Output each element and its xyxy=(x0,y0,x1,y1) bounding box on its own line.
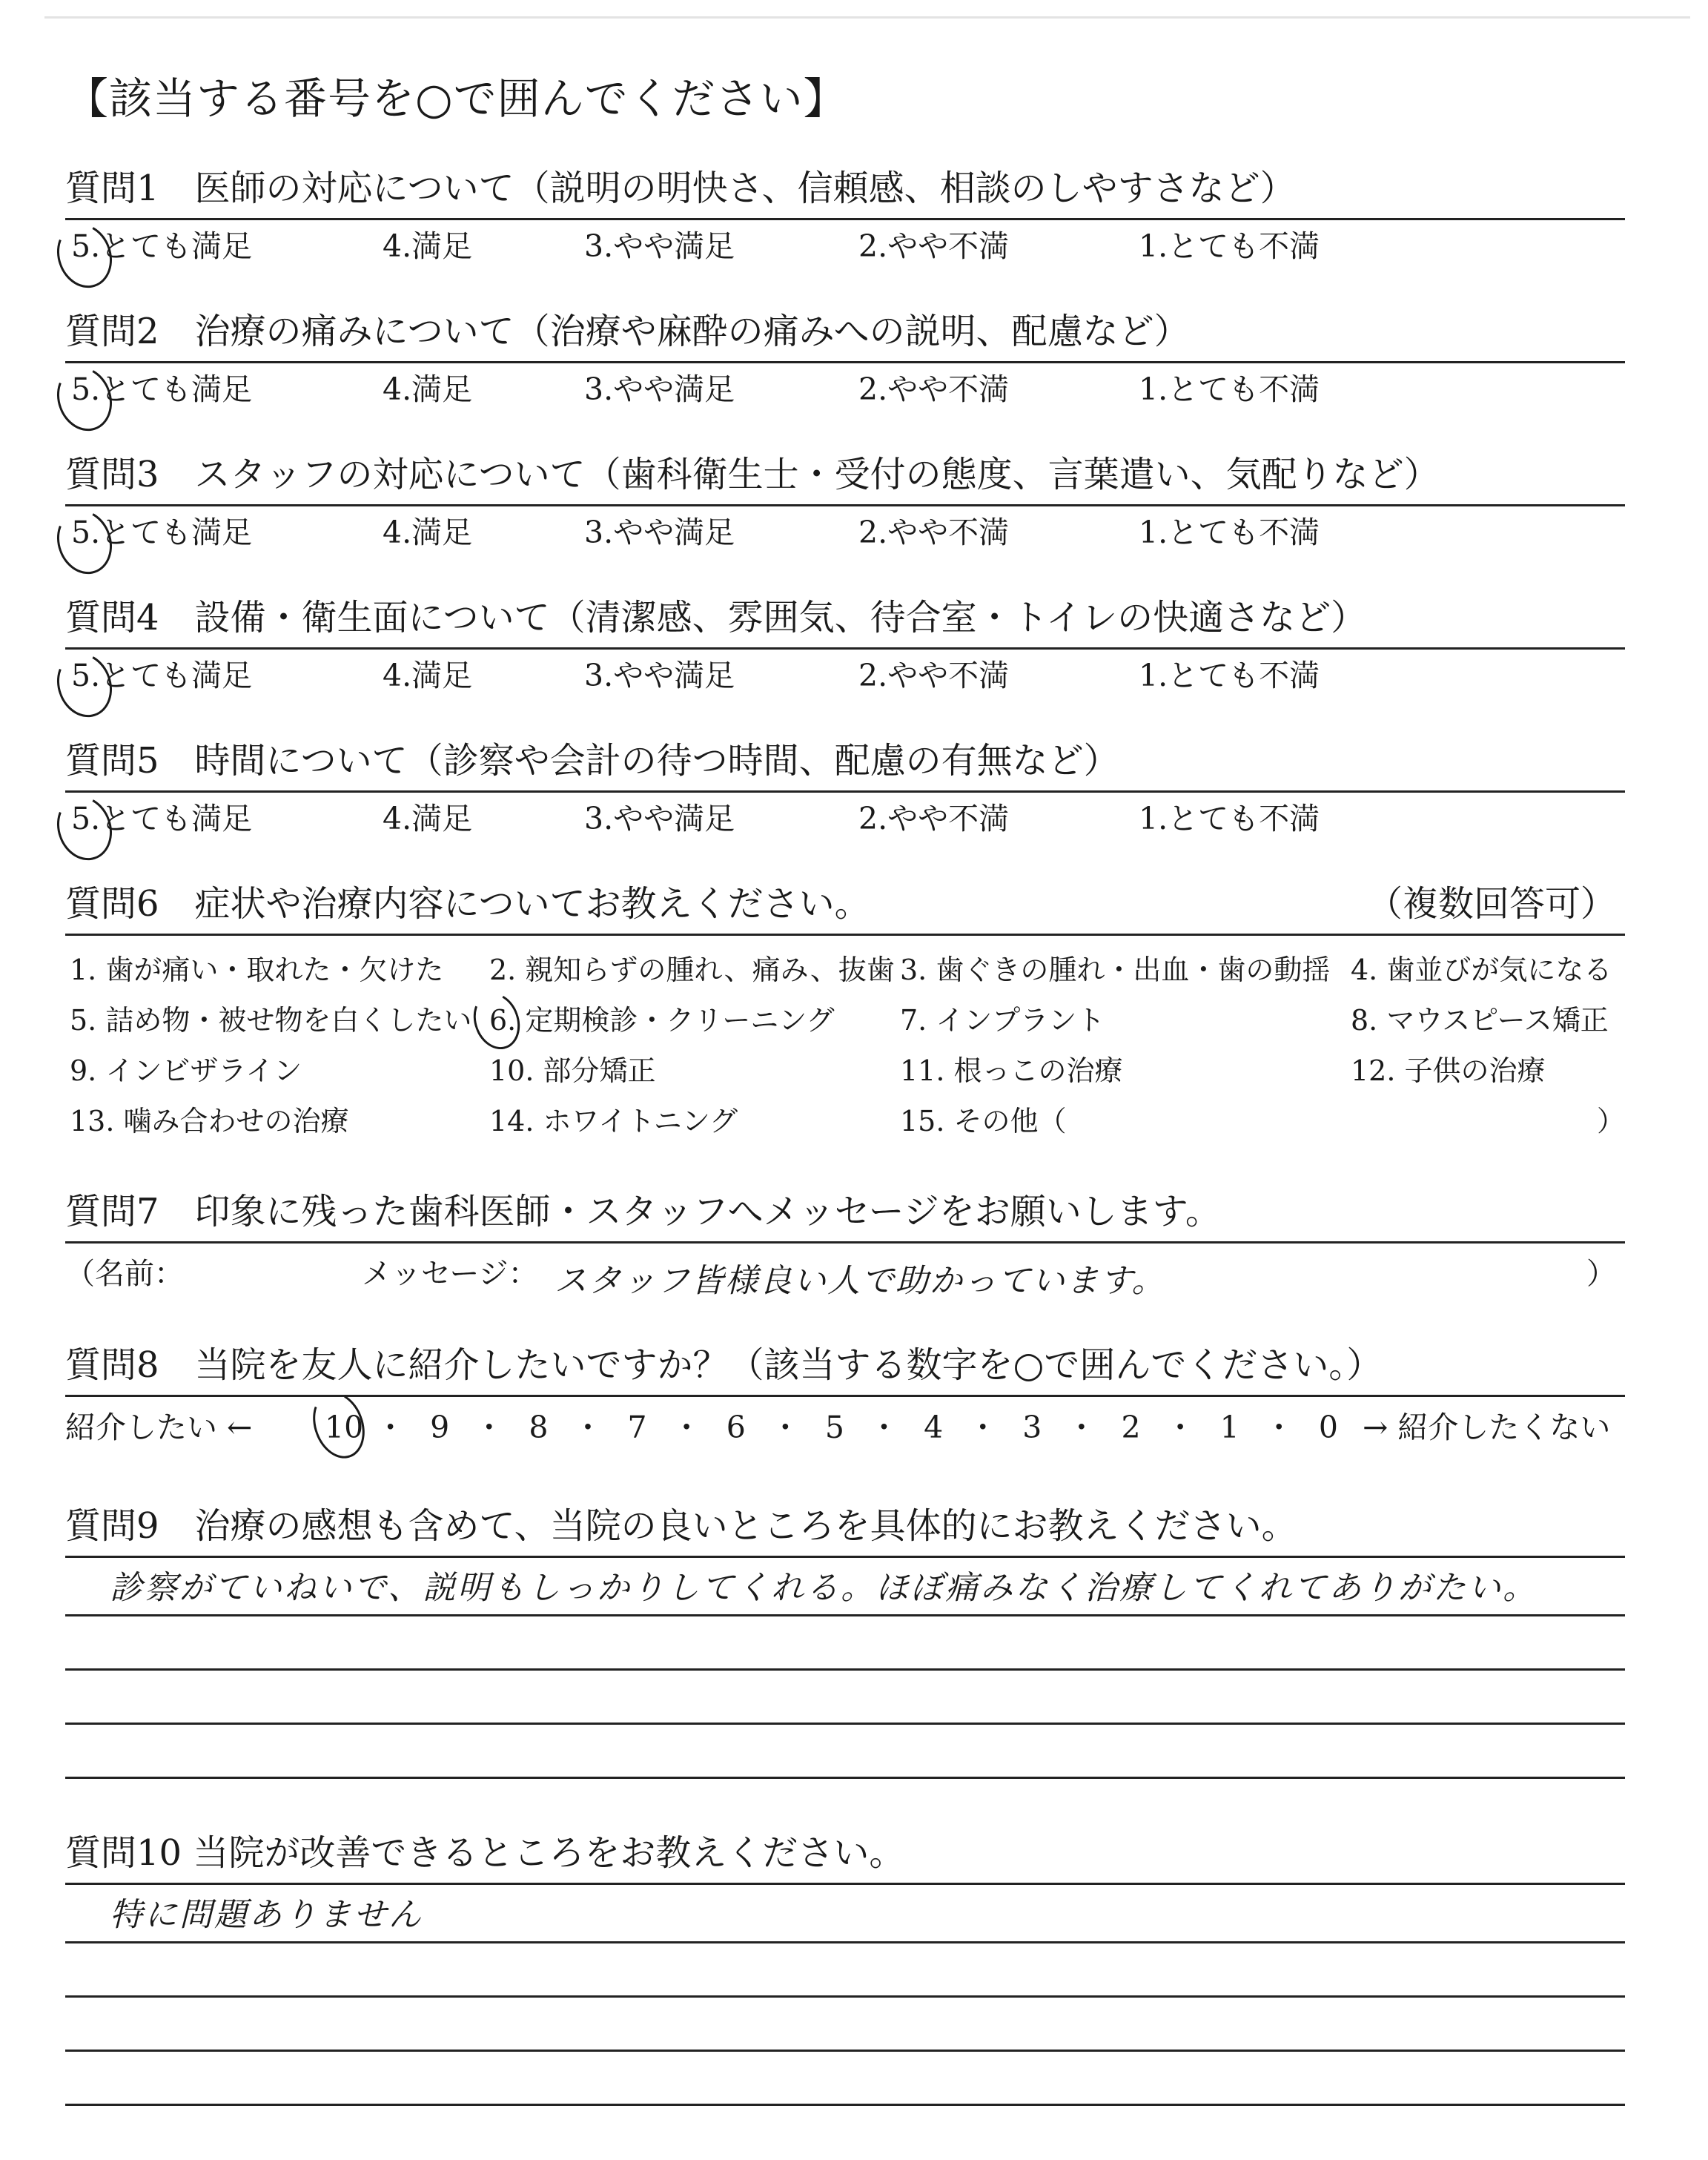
scale-separator: ・ xyxy=(769,1410,801,1445)
q3-option-4[interactable]: 4.満足 xyxy=(383,515,473,550)
q5-option-4[interactable]: 4.満足 xyxy=(383,801,473,836)
q6-option-7[interactable]: 7. インプラント xyxy=(900,1004,1105,1037)
q6-other-field[interactable]: ） xyxy=(1596,1105,1625,1137)
question-6-title: 質問6 症状や治療内容についてお教えください。 （複数回答可） xyxy=(65,882,1625,936)
question-4-title: 質問4 設備・衛生面について（清潔感、雰囲気、待合室・トイレの快適さなど） xyxy=(65,595,1625,650)
question-9-answer-lines xyxy=(65,1562,1625,1779)
question-5-title: 質問5 時間について（診察や会計の待つ時間、配慮の有無など） xyxy=(65,739,1625,793)
q6-option-5[interactable]: 5. 詰め物・被せ物を白くしたい xyxy=(70,1004,472,1037)
survey-form xyxy=(65,67,1625,2158)
question-9-title: 質問9 治療の感想も含めて、当院の良いところを具体的にお教えください。 xyxy=(65,1504,1625,1558)
scale-value-7[interactable]: 7 xyxy=(627,1410,647,1445)
scale-separator: ・ xyxy=(671,1410,702,1445)
q6-option-8[interactable]: 8. マウスピース矯正 xyxy=(1351,1004,1609,1037)
scale-value-3[interactable]: 3 xyxy=(1022,1410,1042,1445)
scale-separator: ・ xyxy=(1066,1410,1097,1445)
answer-line[interactable] xyxy=(65,1943,1625,1998)
q6-option-6[interactable]: 6. 定期検診・クリーニング xyxy=(485,995,896,1046)
q2-option-4[interactable]: 4.満足 xyxy=(383,371,473,407)
q5-option-5[interactable]: 5.とても満足 xyxy=(65,793,383,845)
q4-option-3[interactable]: 3.やや満足 xyxy=(584,658,735,693)
scale-separator: ・ xyxy=(375,1410,406,1445)
q6-option-14[interactable]: 14. ホワイトニング xyxy=(489,1105,738,1137)
scale-value-4[interactable]: 4 xyxy=(924,1410,944,1445)
scan-top-edge xyxy=(44,16,1690,19)
scale-value-6[interactable]: 6 xyxy=(726,1410,746,1445)
q2-option-1[interactable]: 1.とても不満 xyxy=(1139,371,1320,407)
question-8-title: 質問8 当院を友人に紹介したいですか？（該当する数字を○で囲んでください。） xyxy=(65,1343,1625,1397)
q3-option-5[interactable]: 5.とても満足 xyxy=(65,506,383,558)
q2-option-2[interactable]: 2.やや不満 xyxy=(858,371,1010,407)
scale-value-0[interactable]: 0 xyxy=(1318,1410,1338,1445)
q4-option-2[interactable]: 2.やや不満 xyxy=(858,658,1010,693)
scale-separator: ・ xyxy=(1165,1410,1196,1445)
scale-value-10[interactable]: 10 xyxy=(325,1397,357,1458)
q6-option-15[interactable]: 15. その他（ xyxy=(900,1105,1067,1137)
q4-option-4[interactable]: 4.満足 xyxy=(383,658,473,693)
recommend-scale xyxy=(65,1397,1625,1458)
q6-option-2[interactable]: 2. 親知らずの腫れ、痛み、抜歯 xyxy=(489,954,895,986)
question-1-options xyxy=(65,220,1625,272)
scale-separator: ・ xyxy=(1263,1410,1294,1445)
q6-option-11[interactable]: 11. 根っこの治療 xyxy=(900,1054,1123,1087)
q1-option-2[interactable]: 2.やや不満 xyxy=(858,228,1010,264)
q6-option-9[interactable]: 9. インビザライン xyxy=(70,1054,302,1087)
scale-value-1[interactable]: 1 xyxy=(1219,1410,1239,1445)
q6-option-10[interactable]: 10. 部分矯正 xyxy=(489,1054,656,1087)
answer-line[interactable] xyxy=(65,1889,1625,1943)
q3-option-2[interactable]: 2.やや不満 xyxy=(858,515,1010,550)
scale-value-8[interactable]: 8 xyxy=(529,1410,549,1445)
answer-line[interactable] xyxy=(65,2052,1625,2106)
question-10-title: 質問10 当院が改善できるところをお教えください。 xyxy=(65,1831,1625,1885)
scale-separator: ・ xyxy=(869,1410,900,1445)
message-close-paren: ） xyxy=(1586,1257,1616,1291)
scale-value-5[interactable]: 5 xyxy=(824,1410,844,1445)
question-2-options xyxy=(65,363,1625,415)
q2-option-3[interactable]: 3.やや満足 xyxy=(584,371,735,407)
q4-option-5[interactable]: 5.とても満足 xyxy=(65,650,383,701)
question-4-options xyxy=(65,650,1625,701)
q5-option-2[interactable]: 2.やや不満 xyxy=(858,801,1010,836)
question-2-title: 質問2 治療の痛みについて（治療や麻酔の痛みへの説明、配慮など） xyxy=(65,309,1625,363)
scale-value-9[interactable]: 9 xyxy=(430,1410,450,1445)
q3-option-3[interactable]: 3.やや満足 xyxy=(584,515,735,550)
scale-value-2[interactable]: 2 xyxy=(1121,1410,1141,1445)
scale-left-label: 紹介したい ← xyxy=(65,1410,253,1445)
q6-option-4[interactable]: 4. 歯並びが気になる xyxy=(1351,954,1612,986)
scale-right-label: → 紹介したくない xyxy=(1363,1410,1611,1445)
question-5-options xyxy=(65,793,1625,845)
question-7-title: 質問7 印象に残った歯科医師・スタッフへメッセージをお願いします。 xyxy=(65,1189,1625,1244)
scale-separator: ・ xyxy=(967,1410,999,1445)
answer-line[interactable] xyxy=(65,1616,1625,1671)
q1-option-3[interactable]: 3.やや満足 xyxy=(584,228,735,264)
q5-option-3[interactable]: 3.やや満足 xyxy=(584,801,735,836)
q3-option-1[interactable]: 1.とても不満 xyxy=(1139,515,1320,550)
q4-option-1[interactable]: 1.とても不満 xyxy=(1139,658,1320,693)
question-6-options xyxy=(65,945,1625,1146)
question-7-answer-row xyxy=(65,1244,1625,1304)
handwritten-answer: 診察がていねいで、説明もしっかりしてくれる。ほぼ痛みなく治療してくれてありがたい。 xyxy=(110,1569,1538,1607)
multiple-answers-note: （複数回答可） xyxy=(1366,883,1616,925)
message-label: メッセージ： xyxy=(362,1257,538,1291)
question-3-options xyxy=(65,506,1625,558)
q1-option-5[interactable]: 5.とても満足 xyxy=(65,220,383,272)
scale-separator: ・ xyxy=(474,1410,505,1445)
form-heading: 【該当する番号を○で囲んでください】 xyxy=(65,73,847,124)
answer-line[interactable] xyxy=(65,1562,1625,1616)
q5-option-1[interactable]: 1.とても不満 xyxy=(1139,801,1320,836)
question-3-title: 質問3 スタッフの対応について（歯科衛生士・受付の態度、言葉遣い、気配りなど） xyxy=(65,452,1625,506)
handwritten-answer: 特に問題ありません xyxy=(110,1896,423,1934)
q6-option-1[interactable]: 1. 歯が痛い・取れた・欠けた xyxy=(70,954,444,986)
scale-separator: ・ xyxy=(572,1410,603,1445)
answer-line[interactable] xyxy=(65,1725,1625,1779)
q2-option-5[interactable]: 5.とても満足 xyxy=(65,363,383,415)
q1-option-1[interactable]: 1.とても不満 xyxy=(1139,228,1320,264)
scale-numbers xyxy=(325,1397,1345,1458)
q6-option-12[interactable]: 12. 子供の治療 xyxy=(1351,1054,1546,1087)
question-10-answer-lines xyxy=(65,1889,1625,2106)
q6-option-3[interactable]: 3. 歯ぐきの腫れ・出血・歯の動揺 xyxy=(900,954,1331,986)
name-label: （名前： xyxy=(65,1257,184,1291)
q1-option-4[interactable]: 4.満足 xyxy=(383,228,473,264)
answer-line[interactable] xyxy=(65,1998,1625,2052)
q6-option-13[interactable]: 13. 噛み合わせの治療 xyxy=(70,1105,349,1137)
answer-line[interactable] xyxy=(65,1671,1625,1725)
question-1-title: 質問1 医師の対応について（説明の明快さ、信頼感、相談のしやすさなど） xyxy=(65,166,1625,220)
handwritten-message[interactable]: スタッフ皆様良い人で助かっています。 xyxy=(555,1262,1166,1300)
